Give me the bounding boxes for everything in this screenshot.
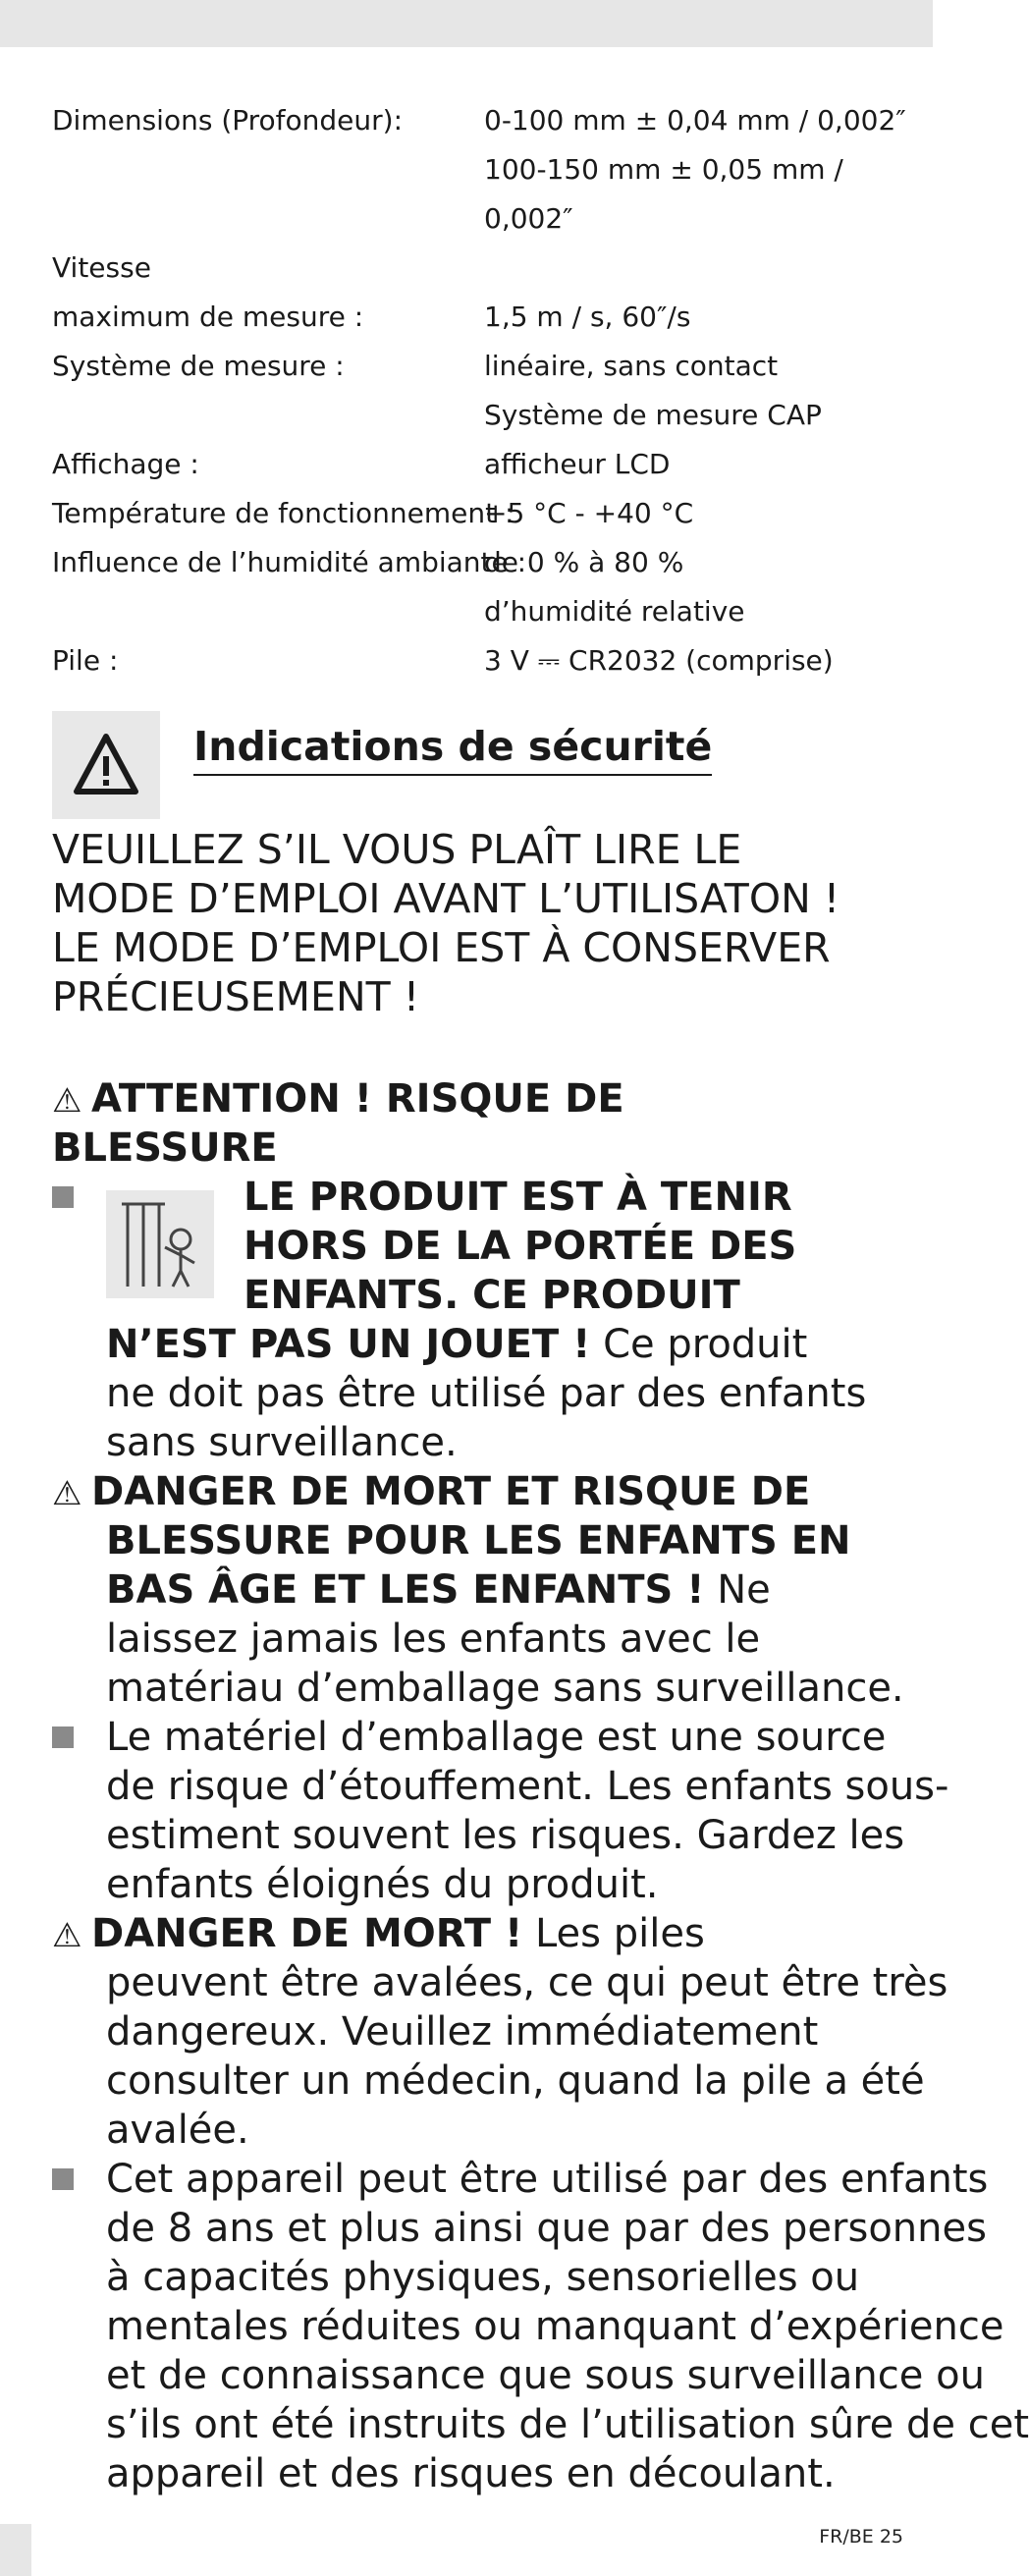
read-manual-notice (52, 825, 916, 1021)
attention-text: ATTENTION ! RISQUE DE (91, 1076, 624, 1122)
warning-text: LE PRODUIT EST À TENIR (244, 1175, 792, 1220)
section-title: Indications de sécurité (193, 723, 712, 776)
square-bullet-icon (52, 1186, 74, 1208)
spec-label-dimensions: Dimensions (Profondeur): (52, 104, 404, 137)
notice-line: VEUILLEZ S’IL VOUS PLAÎT LIRE LE (52, 826, 742, 873)
body-text: appareil et des risques en découlant. (106, 2451, 836, 2496)
body-text: matériau d’emballage sans surveillance. (106, 1666, 904, 1711)
body-text: avalée. (106, 2108, 249, 2153)
top-margin-bar (0, 0, 933, 47)
danger-packaging (52, 1467, 916, 1713)
page-number: FR/BE 25 (819, 2526, 903, 2548)
body-text: de 8 ans et plus ainsi que par des personnes (106, 2206, 987, 2251)
notice-line: PRÉCIEUSEMENT ! (52, 973, 420, 1020)
warning-text: HORS DE LA PORTÉE DES (244, 1224, 797, 1269)
warning-text: N’EST PAS UN JOUET ! (106, 1322, 591, 1367)
spec-value: +5 °C - +40 °C (484, 497, 694, 529)
spec-value: d’humidité relative (484, 595, 745, 628)
danger-text: DANGER DE MORT ! (91, 1911, 523, 1956)
spec-label-system: Système de mesure : (52, 350, 345, 382)
body-text: et de connaissance que sous surveillance ou (106, 2353, 985, 2398)
danger-text: BAS ÂGE ET LES ENFANTS ! (106, 1567, 705, 1613)
spec-value: 1,5 m / s, 60″/s (484, 301, 691, 333)
danger-battery (52, 1909, 948, 2155)
body-text: Le matériel d’emballage est une source (106, 1715, 887, 1760)
spec-label-speed: Vitesse (52, 251, 151, 284)
device-bullet (52, 2155, 1029, 2498)
packaging-bullet (52, 1713, 949, 1909)
body-text: de risque d’étouffement. Les enfants sous- (106, 1764, 949, 1809)
attention-text: BLESSURE (52, 1125, 278, 1171)
attention-heading (52, 1074, 916, 1173)
spec-value: linéaire, sans contact (484, 350, 779, 382)
body-text: à capacités physiques, sensorielles ou (106, 2255, 860, 2300)
spec-label-temperature: Température de fonctionnement : (52, 497, 514, 529)
body-text: sans surveillance. (106, 1420, 458, 1465)
body-text: Ce produit (590, 1322, 808, 1367)
warning-triangle-icon: ⚠ (52, 1474, 82, 1513)
warning-triangle-icon: ⚠ (52, 1081, 82, 1121)
body-text: mentales réduites ou manquant d’expérience (106, 2304, 1004, 2349)
body-text: ne doit pas être utilisé par des enfants (106, 1371, 867, 1416)
body-text: peuvent être avalées, ce qui peut être très (106, 1960, 948, 2005)
danger-text: DANGER DE MORT ET RISQUE DE (91, 1469, 811, 1514)
body-text: consulter un médecin, quand la pile a été (106, 2058, 925, 2104)
spec-value: 0,002″ (484, 202, 573, 235)
spec-label-battery: Pile : (52, 644, 119, 677)
spec-label-humidity: Influence de l’humidité ambiante : (52, 546, 527, 578)
body-text: dangereux. Veuillez immédiatement (106, 2009, 819, 2055)
warning-triangle-icon: ⚠ (52, 1916, 82, 1955)
spec-value: afficheur LCD (484, 448, 671, 480)
body-text: laissez jamais les enfants avec le (106, 1617, 761, 1662)
body-text: Les piles (522, 1911, 705, 1956)
footer-white-area (31, 2524, 933, 2576)
spec-value: de 0 % à 80 % (484, 546, 684, 578)
body-text: Ne (704, 1567, 771, 1613)
notice-line: MODE D’EMPLOI AVANT L’UTILISATON ! (52, 875, 840, 922)
spec-value: Système de mesure CAP (484, 399, 822, 431)
body-text: estiment souvent les risques. Gardez les (106, 1813, 905, 1858)
body-text: Cet appareil peut être utilisé par des enfants (106, 2157, 989, 2202)
body-text: enfants éloignés du produit. (106, 1862, 659, 1907)
spec-value: 100-150 mm ± 0,05 mm / (484, 153, 843, 186)
body-text: s’ils ont été instruits de l’utilisation sûre de cet (106, 2402, 1029, 2447)
spec-label-max-speed: maximum de mesure : (52, 301, 364, 333)
child-safety-icon (106, 1190, 214, 1298)
warning-triangle-icon (52, 711, 160, 819)
square-bullet-icon (52, 2168, 74, 2190)
danger-text: BLESSURE POUR LES ENFANTS EN (106, 1518, 851, 1563)
square-bullet-icon (52, 1726, 74, 1748)
notice-line: LE MODE D’EMPLOI EST À CONSERVER (52, 924, 831, 971)
warning-text: ENFANTS. CE PRODUIT (244, 1273, 740, 1318)
spec-label-display: Affichage : (52, 448, 199, 480)
spec-value: 0-100 mm ± 0,04 mm / 0,002″ (484, 104, 906, 137)
spec-value: 3 V ⎓ CR2032 (comprise) (484, 644, 834, 677)
